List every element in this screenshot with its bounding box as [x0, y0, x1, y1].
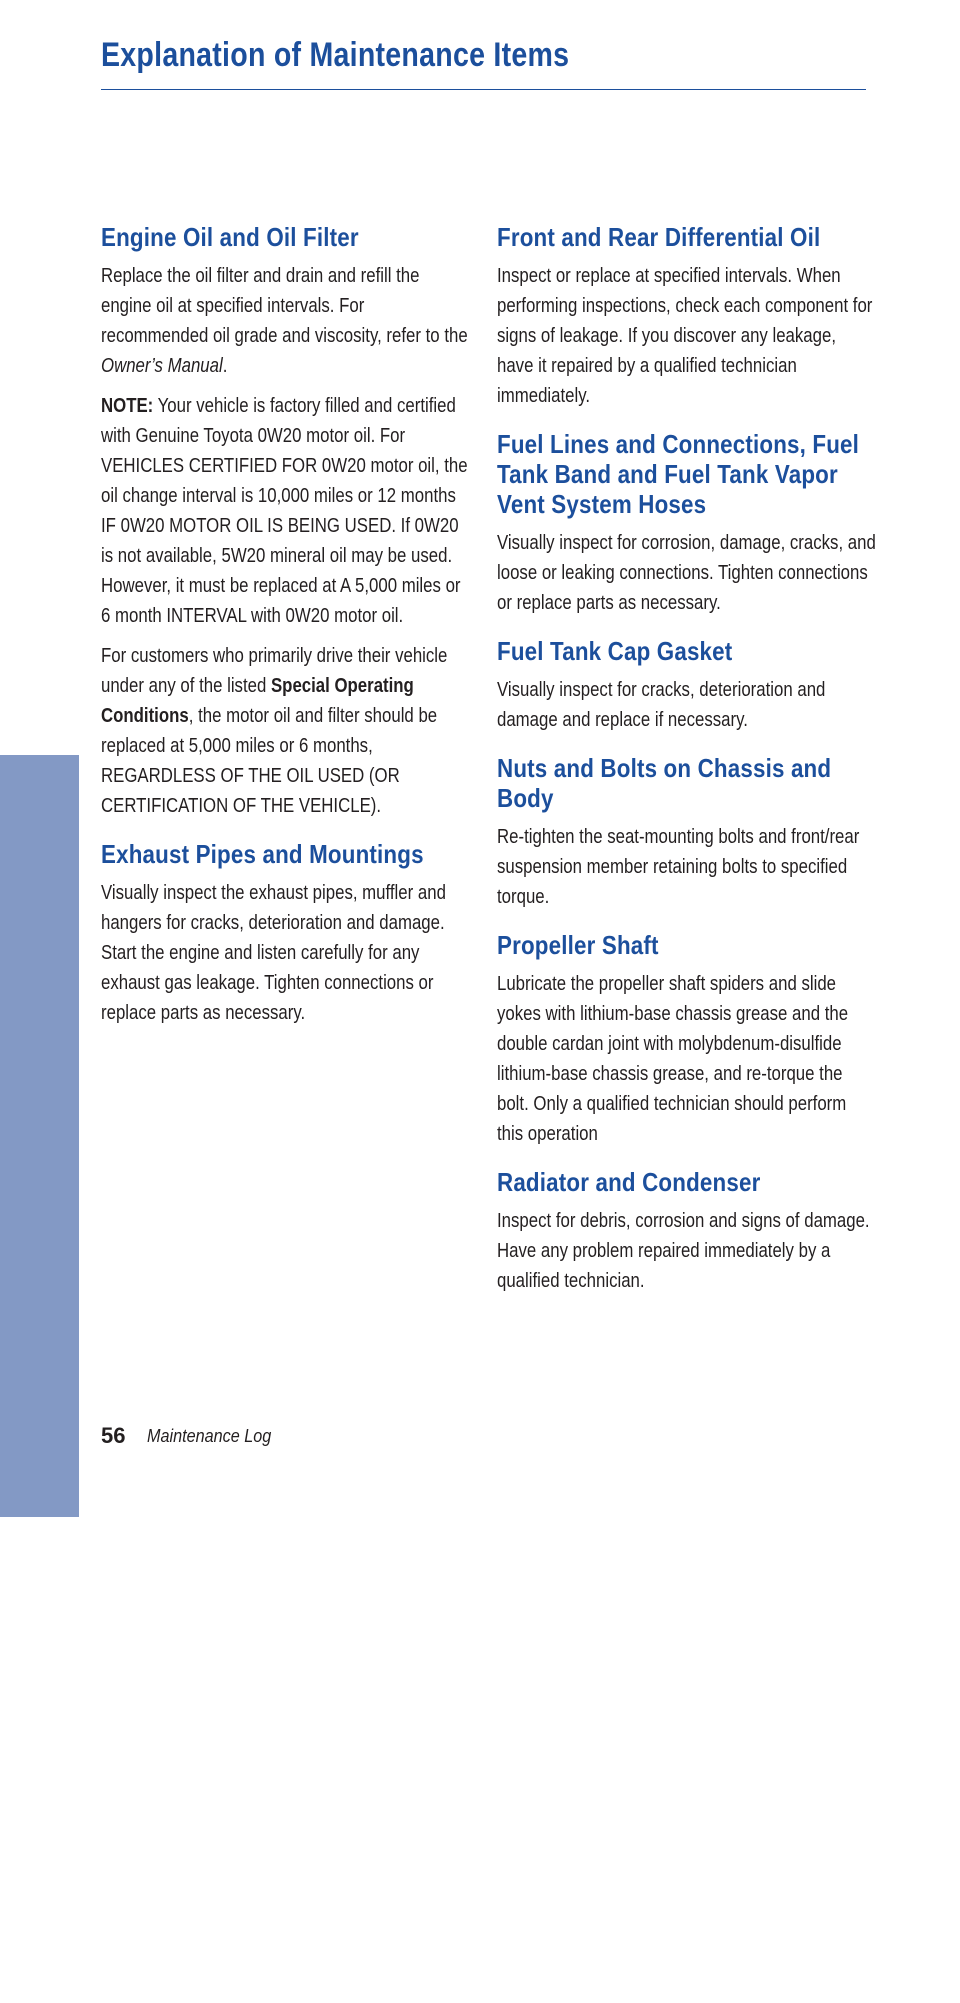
section-nuts-bolts [497, 753, 877, 912]
paragraph: Visually inspect the exhaust pipes, muffler and hangers for cracks, deterioration and damage. Start the engine and listen carefully for any exhaust gas leakage. Tighten connections or replace parts as necessary. [101, 882, 446, 1024]
paragraph-text: , the motor oil and filter should be replaced at 5,000 miles or 6 months, REGARDLESS OF THE OIL USED (OR CERTIFICATION OF THE VEHICLE). [101, 705, 438, 817]
section-heading: Nuts and Bolts on Chassis and Body [497, 753, 832, 813]
paragraph [101, 261, 471, 381]
note-paragraph [101, 391, 471, 631]
title-divider [101, 89, 866, 90]
section-heading: Front and Rear Differential Oil [497, 222, 821, 252]
section-heading: Fuel Lines and Connections, Fuel Tank Band and Fuel Tank Vapor Vent System Hoses [497, 429, 860, 519]
paragraph: Inspect for debris, corrosion and signs of damage. Have any problem repaired immediately by a qualified technician. [497, 1210, 870, 1292]
side-tab-label: MAINTENANCE [24, 1777, 55, 2003]
section-heading: Radiator and Condenser [497, 1167, 761, 1197]
paragraph: Re-tighten the seat-mounting bolts and front/rear suspension member retaining bolts to specified torque. [497, 826, 860, 908]
page-number: 56 [101, 1423, 126, 1448]
section-heading: Propeller Shaft [497, 930, 659, 960]
side-section-tab [0, 755, 79, 2003]
section-heading: Exhaust Pipes and Mountings [101, 839, 424, 869]
section-propeller-shaft [497, 930, 877, 1149]
owners-manual-reference: Owner’s Manual [101, 355, 223, 377]
note-label: NOTE: [101, 395, 154, 417]
paragraph: Visually inspect for cracks, deterioration and damage and replace if necessary. [497, 679, 826, 731]
paragraph: Inspect or replace at specified intervals. When performing inspections, check each component for signs of leakage. If you discover any leakage, have it repaired by a qualified technician immediately. [497, 265, 873, 407]
section-fuel-cap [497, 636, 877, 735]
page-title: Explanation of Maintenance Items [101, 36, 570, 74]
paragraph [101, 641, 471, 821]
paragraph: Lubricate the propeller shaft spiders and slide yokes with lithium-base chassis grease and the double cardan joint with molybdenum-disulfide lithium-base chassis grease, and re-torque the bolt. Only a qualified technician should perform this operation [497, 973, 849, 1145]
paragraph: Visually inspect for corrosion, damage, cracks, and loose or leaking connections. Tighten connections or replace parts as necessary. [497, 532, 876, 614]
special-operating-conditions: Special Operating Conditions [101, 675, 414, 727]
paragraph-text: Replace the oil filter and drain and refill the engine oil at specified intervals. For recommended oil grade and viscosity, refer to the [101, 265, 468, 347]
section-exhaust [101, 839, 471, 1028]
note-text: Your vehicle is factory filled and certified with Genuine Toyota 0W20 motor oil. For VEHICLES CERTIFIED FOR 0W20 motor oil, the oil change interval is 10,000 miles or 12 months IF 0W20 MOTOR OIL IS BEING USED. If 0W20 is not available, 5W20 mineral oil may be used. However, it must be replaced at A 5,000 miles or 6 month INTERVAL with 0W20 motor oil. [101, 395, 468, 627]
section-differential-oil [497, 222, 877, 411]
right-column [497, 222, 877, 1314]
left-column [101, 222, 471, 1046]
section-heading: Engine Oil and Oil Filter [101, 222, 359, 252]
footer-section-label: Maintenance Log [147, 1426, 272, 1446]
paragraph-text: . [222, 355, 228, 377]
section-engine-oil [101, 222, 471, 821]
section-fuel-lines [497, 429, 877, 618]
section-radiator [497, 1167, 877, 1296]
paragraph-text: For customers who primarily drive their vehicle under any of the listed [101, 645, 448, 697]
section-heading: Fuel Tank Cap Gasket [497, 636, 733, 666]
